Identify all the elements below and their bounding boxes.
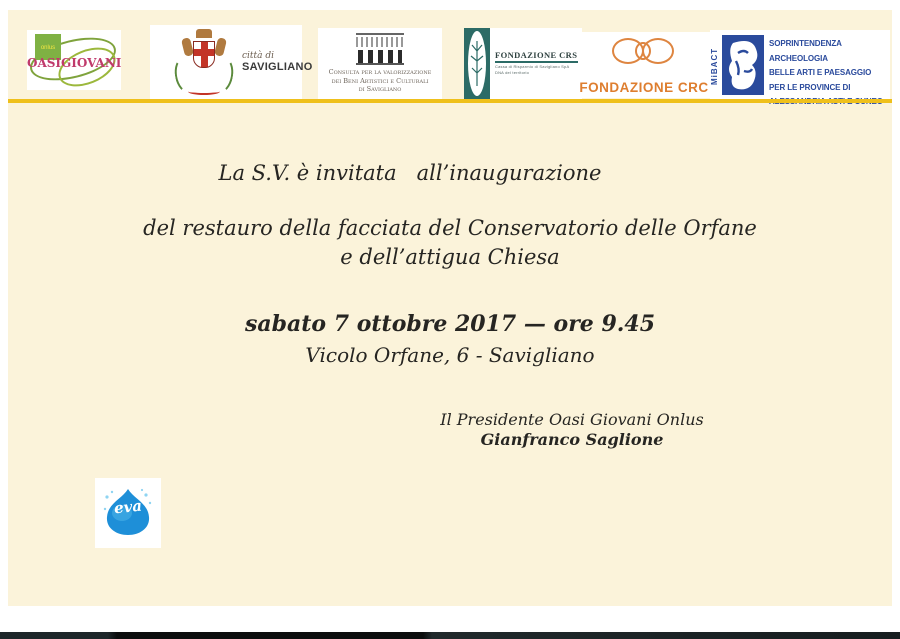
crs-fine-print: Cassa di Risparmio di Savigliano SpA — [495, 64, 570, 69]
crc-ring — [635, 42, 651, 60]
savigliano-coat-of-arms-icon — [174, 29, 234, 95]
invitation-subject-lines — [8, 214, 892, 272]
president-title: Il Presidente Oasi Giovani Onlus — [440, 410, 704, 429]
palazzo-facade-icon — [356, 33, 404, 65]
oasi-wordmark: OASIGIOVANI — [27, 56, 122, 70]
savigliano-logo — [150, 25, 313, 99]
crs-title: FONDAZIONE CRS — [495, 50, 579, 63]
invitation-subject-line-2: e dell’attigua Chiesa — [340, 245, 560, 269]
bottom-margin — [0, 606, 900, 632]
consulta-caption-line: Consulta per la valorizzazione — [328, 68, 432, 76]
mibac-profile-icon — [722, 35, 764, 95]
mibac-vertical-label: MiBACT — [710, 47, 719, 85]
event-address-line: Vicolo Orfane, 6 - Savigliano — [305, 343, 595, 367]
mibac-caption-line: SOPRINTENDENZA ARCHEOLOGIA — [769, 39, 842, 63]
savigliano-prefix-label: città di — [242, 51, 275, 61]
consulta-logo — [318, 28, 442, 100]
mibac-caption-line: PER LE PROVINCE DI — [769, 82, 851, 92]
heraldic-figure-icon — [214, 37, 227, 57]
mibac-caption-line: BELLE ARTI E PAESAGGIO — [769, 68, 872, 77]
crc-title: FONDAZIONE CRC — [579, 80, 709, 95]
mibac-logo — [710, 30, 890, 100]
crs-tree-oval-icon — [468, 31, 486, 96]
consulta-caption-line: dei Beni Artistici e Culturali — [331, 76, 429, 85]
red-cross-shield-icon — [193, 41, 215, 68]
invitation-opening-line: La S.V. è invitata all’inaugurazione — [218, 161, 602, 185]
gold-divider — [8, 99, 892, 103]
ribbon-icon — [188, 88, 220, 95]
fondazione-crc-logo — [578, 32, 710, 98]
crc-rings-icon — [596, 36, 692, 66]
eva-logo — [95, 478, 161, 548]
oasi-onlus-label: onlus — [40, 45, 56, 51]
event-date-line: sabato 7 ottobre 2017 — ore 9.45 — [244, 311, 656, 337]
crs-teal-panel — [464, 28, 490, 99]
savigliano-name-label: SAVIGLIANO — [242, 61, 313, 73]
invitation-card — [8, 10, 892, 606]
crown-icon — [196, 29, 212, 38]
fondazione-crs-logo — [464, 28, 582, 99]
crs-fine-print: DNA del territorio — [495, 70, 530, 75]
oasi-giovani-logo — [27, 30, 121, 90]
invitation-subject-line-1: del restauro della facciata del Conservatorio delle Orfane — [143, 216, 757, 240]
signature-block — [372, 410, 772, 450]
bottom-edge-bar — [0, 632, 900, 639]
consulta-caption-line: di Savigliano — [358, 85, 402, 93]
eva-wordmark: eva — [113, 496, 143, 518]
president-name: Gianfranco Saglione — [480, 430, 664, 449]
